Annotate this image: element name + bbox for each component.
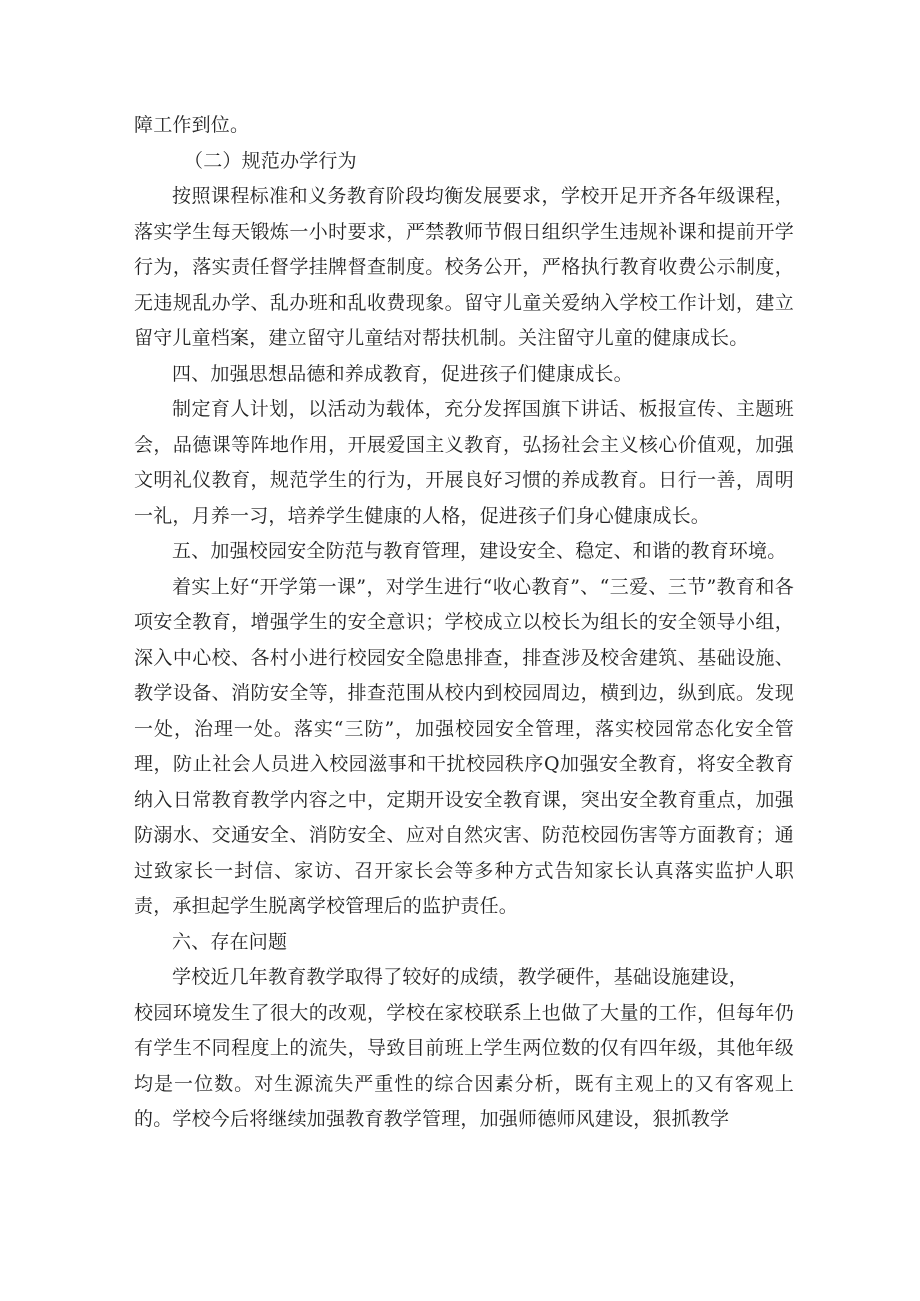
document-body	[134, 108, 794, 1138]
section-heading: 五、加强校园安全防范与教育管理，建设安全、稳定、和谐的教育环境。	[172, 540, 787, 562]
section-heading: 六、存在问题	[172, 930, 288, 953]
paragraph-body: 学校近几年教育教学取得了较好的成绩，教学硬件，基础设施建设，	[172, 966, 749, 988]
paragraph-body: 制定育人计划，以活动为载体，充分发挥国旗下讲话、板报宣传、主题班会，品德课等阵地作用，开展爱国主义教育，弘扬社会主义核心价值观，加强文明礼仪教育，规范学生的行为，开展良好习惯的养成教育。日行一善，周明一礼，月养一习，培养学生健康的人格，促进孩子们身心健康成长。	[134, 398, 794, 527]
section-subheading: （二）规范办学行为	[184, 149, 357, 172]
paragraph-continuation: 校园环境发生了很大的改观，学校在家校联系上也做了大量的工作，但每年仍有学生不同程度上的流失，导致目前班上学生两位数的仅有四年级，其他年级均是一位数。对生源流失严重性的综合因素分析，既有主观上的又有客观上的。学校今后将继续加强教育教学管理，加强师德师风建设，狠抓教学	[134, 1001, 794, 1130]
paragraph-body: 按照课程标准和义务教育阶段均衡发展要求，学校开足开齐各年级课程，落实学生每天锻炼一小时要求，严禁教师节假日组织学生违规补课和提前开学行为，落实责任督学挂牌督查制度。校务公开，严格执行教育收费公示制度，无违规乱办学、乱办班和乱收费现象。留守儿童关爱纳入学校工作计划，建立留守儿童档案，建立留守儿童结对帮扶机制。关注留守儿童的健康成长。	[134, 185, 794, 349]
section-heading: 四、加强思想品德和养成教育，促进孩子们健康成长。	[172, 362, 633, 385]
paragraph-continuation: 障工作到位。	[134, 114, 250, 136]
paragraph-body: 着实上好“开学第一课”，对学生进行“收心教育”、“三爱、三节”教育和各项安全教育，增强学生的安全意识；学校成立以校长为组长的安全领导小组，深入中心校、各村小进行校园安全隐患排查，排查涉及校舍建筑、基础设施、教学设备、消防安全等，排查范围从校内到校园周边，横到边，纵到底。发现一处，治理一处。落实“三防”，加强校园安全管理，落实校园常态化安全管理，防止社会人员进入校园滋事和干扰校园秩序Q加强安全教育，将安全教育纳入日常教育教学内容之中，定期开设安全教育课，突出安全教育重点，加强防溺水、交通安全、消防安全、应对自然灾害、防范校园伤害等方面教育；通过致家长一封信、家访、召开家长会等多种方式告知家长认真落实监护人职责，承担起学生脱离学校管理后的监护责任。	[134, 575, 794, 917]
